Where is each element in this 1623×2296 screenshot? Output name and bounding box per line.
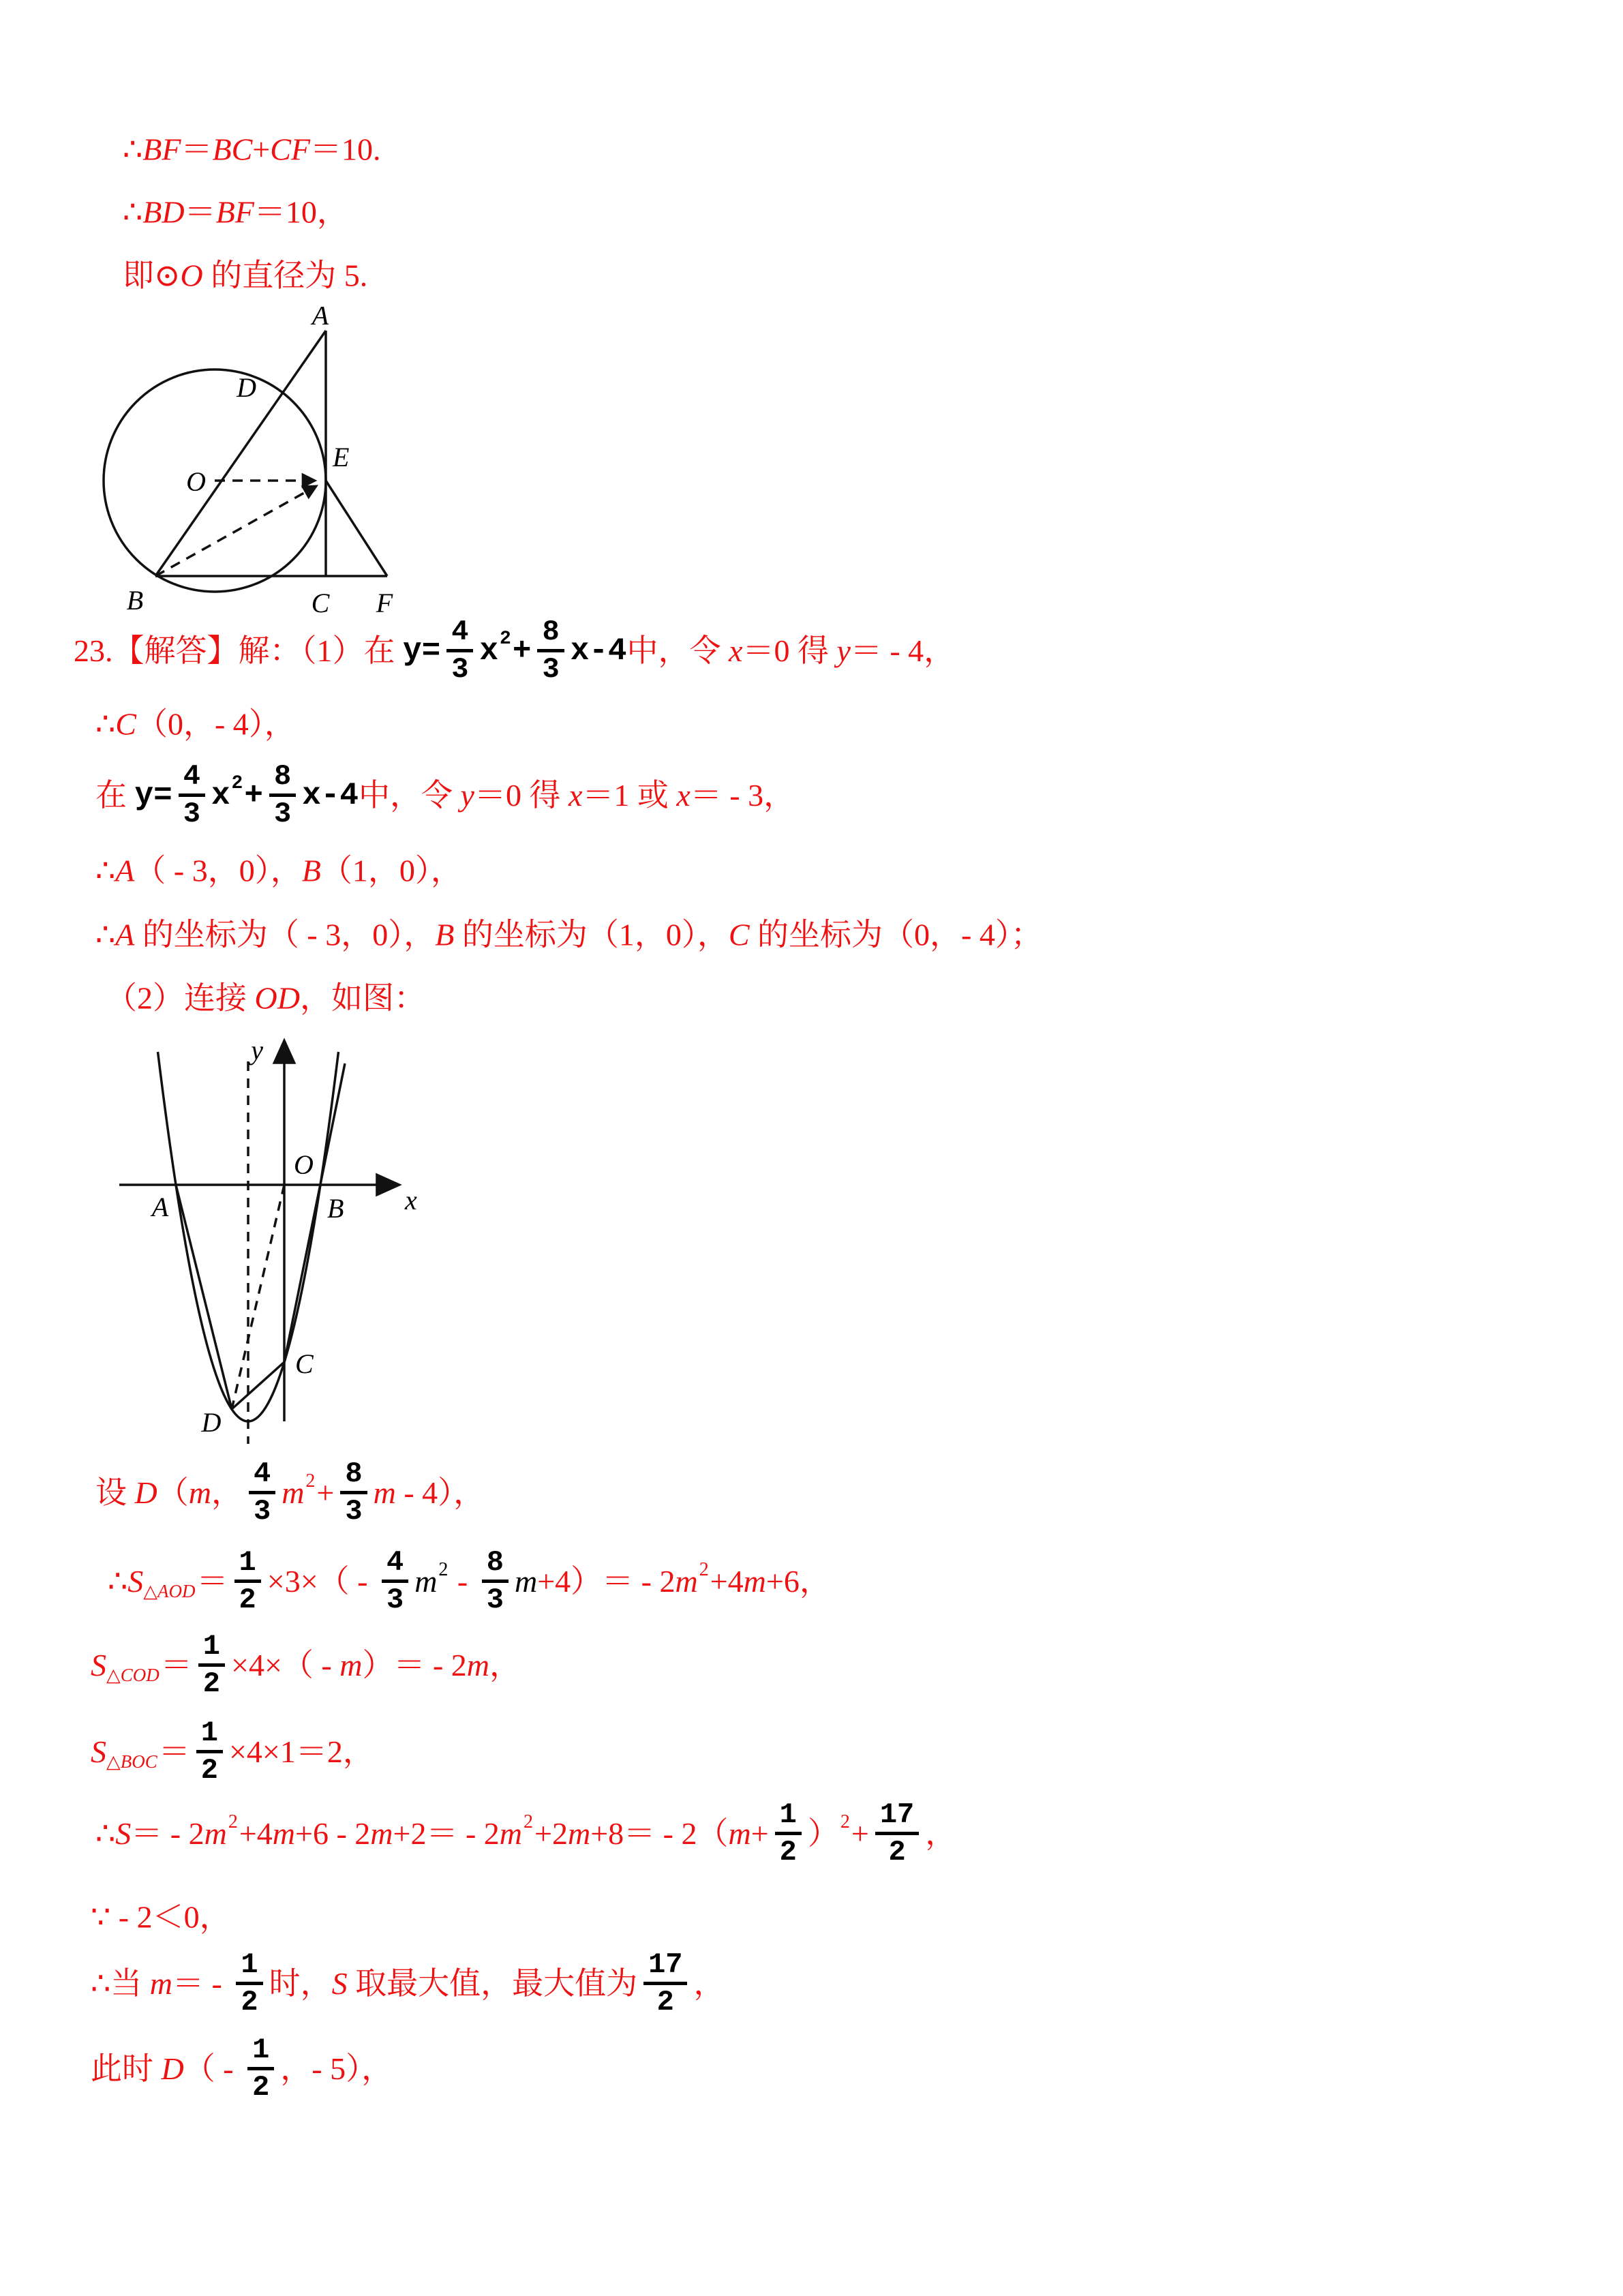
dashed-OD	[232, 1185, 284, 1409]
text-segment: BC	[212, 132, 253, 167]
text-segment: m	[149, 1965, 173, 2001]
text-segment: m	[282, 1475, 305, 1510]
segment-EF	[326, 481, 387, 576]
text-segment: ，	[925, 1815, 957, 1851]
line-y0	[95, 761, 795, 830]
text-segment: ＝10.	[310, 132, 381, 167]
fraction: $\frac{8}{3}$	[482, 1547, 509, 1616]
text-segment: +	[244, 777, 263, 813]
fraction: $\frac{1}{2}$	[234, 1547, 261, 1616]
text-segment: +6，	[765, 1563, 831, 1599]
fraction: $\frac{1}{2}$	[247, 2034, 274, 2104]
segment-AD	[176, 1185, 232, 1409]
text-segment: ＝	[158, 1734, 190, 1769]
text-segment: （ - 3，0），	[134, 853, 302, 888]
text-segment: ∵ - 2＜0，	[91, 1899, 231, 1935]
text-segment: m	[567, 1815, 591, 1851]
text-segment: 的坐标为（0，- 4）；	[749, 917, 1042, 952]
text-segment: △AOD	[143, 1581, 196, 1602]
text-segment: ，	[693, 1965, 725, 2001]
text-segment: +4	[710, 1563, 744, 1599]
text-segment: m	[188, 1475, 211, 1510]
text-segment: ＝0 得	[742, 633, 837, 668]
text-segment: y	[460, 777, 474, 813]
text-segment: 2	[699, 1558, 709, 1580]
text-segment: m	[272, 1815, 296, 1851]
text-segment: 2	[228, 1811, 238, 1832]
line-d-final	[91, 2034, 393, 2104]
text-segment: y=	[134, 777, 172, 813]
text-segment: 23.【解答】解：（1）在	[74, 633, 403, 668]
line-set-d	[95, 1458, 485, 1528]
line-c-coord	[95, 708, 296, 742]
text-segment: ∴	[95, 1815, 116, 1851]
line-s-total	[95, 1799, 956, 1869]
text-segment: BF	[215, 194, 254, 230]
dashed-BE	[155, 486, 316, 576]
text-segment: △COD	[106, 1665, 160, 1686]
fraction: $\frac{8}{3}$	[340, 1458, 367, 1528]
text-segment: A	[115, 853, 135, 888]
text-segment: y	[836, 633, 851, 668]
text-segment: OD	[254, 980, 300, 1016]
point-label-D: D	[201, 1407, 222, 1438]
text-segment: ∴	[95, 853, 116, 888]
text-segment: 的坐标为（1，0），	[454, 917, 729, 952]
text-segment: （2）连接	[106, 980, 255, 1016]
text-segment: B	[435, 917, 455, 952]
text-segment: △BOC	[106, 1751, 157, 1772]
text-segment: +8＝ - 2（	[590, 1815, 729, 1851]
fraction: $\frac{4}{3}$	[446, 616, 473, 686]
point-label-O: O	[186, 466, 206, 497]
text-segment: x-4	[302, 777, 359, 813]
text-segment: ，	[211, 1475, 243, 1510]
point-label-C: C	[311, 588, 330, 618]
text-segment: +	[851, 1815, 869, 1851]
text-segment: ，- 5），	[280, 2051, 393, 2086]
text-segment: ＝ - 4，	[850, 633, 956, 668]
text-segment: +2＝ - 2	[393, 1815, 500, 1851]
line-abc-coords	[95, 918, 1042, 953]
text-segment: 2	[524, 1811, 534, 1832]
line-neg2	[91, 1901, 231, 1935]
text-segment: 此时	[91, 2051, 162, 2086]
text-segment: ∴	[123, 132, 143, 167]
text-segment: m	[204, 1815, 227, 1851]
text-segment: ，如图：	[299, 980, 425, 1016]
fraction: $\frac{17}{2}$	[643, 1949, 687, 2019]
fraction: $\frac{1}{2}$	[236, 1949, 262, 2019]
text-segment: ×4×1＝2，	[228, 1734, 374, 1769]
text-segment: +	[750, 1815, 769, 1851]
text-segment: 2	[500, 628, 511, 650]
fraction: $\frac{1}{2}$	[775, 1799, 802, 1869]
text-segment: m	[743, 1563, 766, 1599]
text-segment: 时，	[269, 1965, 332, 2001]
line-part2	[106, 982, 425, 1016]
text-segment: x	[729, 633, 743, 668]
text-segment: ×4×（ -	[231, 1647, 340, 1682]
text-segment: S	[91, 1647, 106, 1682]
line-s-cod	[91, 1631, 521, 1700]
segment-BA	[155, 331, 326, 576]
text-segment: C	[728, 917, 750, 952]
text-segment: +	[512, 633, 532, 669]
text-segment: ＝0 得	[474, 777, 568, 813]
point-label-B: B	[126, 585, 144, 616]
text-segment: O	[180, 258, 203, 293]
line-diameter	[123, 259, 367, 294]
text-segment: ∴	[108, 1563, 128, 1599]
text-segment: ∴	[123, 194, 143, 230]
fraction: $\frac{4}{3}$	[382, 1547, 408, 1616]
point-label-D: D	[237, 372, 256, 403]
text-segment: D	[161, 2051, 184, 2086]
point-label-E: E	[333, 442, 350, 472]
text-segment: x	[479, 633, 499, 669]
text-segment: A	[115, 917, 135, 952]
text-segment: ＝1 或	[582, 777, 677, 813]
text-segment: S	[127, 1563, 144, 1599]
text-segment: ＝ - 2	[131, 1815, 204, 1851]
text-segment: 中，令	[626, 633, 729, 668]
fraction: $\frac{8}{3}$	[537, 616, 564, 686]
fraction: $\frac{1}{2}$	[196, 1717, 223, 1787]
text-segment: y=	[403, 633, 441, 669]
text-segment: 中，令	[359, 777, 461, 813]
fraction: $\frac{1}{2}$	[198, 1631, 225, 1700]
text-segment: （0，- 4），	[136, 706, 296, 742]
text-segment: x-4	[570, 633, 627, 669]
text-segment: C	[115, 706, 136, 742]
text-segment: 的坐标为（ - 3，0），	[134, 917, 436, 952]
text-segment: （1，0），	[320, 853, 462, 888]
line-s-boc	[91, 1717, 374, 1787]
text-segment: ）	[807, 1815, 839, 1851]
text-segment: ∴	[95, 706, 116, 742]
text-segment: ，	[489, 1647, 521, 1682]
text-segment: ＝10，	[254, 194, 348, 230]
text-segment: 即⊙	[123, 258, 181, 293]
fraction: $\frac{4}{3}$	[249, 1458, 275, 1528]
text-segment: +4）＝ - 2	[537, 1563, 676, 1599]
text-segment: +	[252, 132, 271, 167]
text-segment: BF	[142, 132, 181, 167]
text-segment: S	[115, 1815, 132, 1851]
line-max	[91, 1949, 725, 2019]
text-segment: ＝ - 3，	[690, 777, 795, 813]
text-segment: B	[301, 853, 321, 888]
text-segment: CF	[270, 132, 310, 167]
text-segment: x	[568, 777, 583, 813]
text-segment: ∴	[95, 917, 116, 952]
text-segment: （ -	[183, 2051, 242, 2086]
text-segment: ＝	[160, 1647, 192, 1682]
text-segment: - 4），	[395, 1475, 485, 1510]
text-segment: 2	[231, 772, 243, 794]
text-segment: 2	[840, 1811, 850, 1832]
text-segment: m	[514, 1563, 538, 1599]
line-ab-points	[95, 854, 462, 889]
point-label-F: F	[376, 588, 393, 618]
text-segment: m	[499, 1815, 523, 1851]
text-segment: 设	[95, 1475, 135, 1510]
parabola-figure	[102, 1023, 436, 1452]
fraction: $\frac{8}{3}$	[269, 761, 296, 830]
text-segment: 的直径为 5.	[202, 258, 368, 293]
text-segment: m	[339, 1647, 363, 1682]
text-segment: x	[211, 777, 230, 813]
text-segment: m	[414, 1563, 438, 1599]
text-segment: ＝ -	[172, 1965, 230, 2001]
text-segment: ×3×（ -	[267, 1563, 376, 1599]
line-bd-bf	[123, 196, 348, 230]
origin-label-O: O	[294, 1149, 314, 1180]
text-segment: S	[91, 1734, 106, 1769]
text-segment: BD	[142, 194, 185, 230]
fraction: $\frac{4}{3}$	[179, 761, 205, 830]
text-segment: +	[316, 1475, 335, 1510]
text-segment: m	[370, 1815, 393, 1851]
point-label-B: B	[327, 1193, 344, 1224]
text-segment: ＝	[181, 132, 213, 167]
text-segment: m	[728, 1815, 751, 1851]
text-segment: 在	[95, 777, 135, 813]
text-segment: x	[676, 777, 691, 813]
text-segment: +2	[534, 1815, 568, 1851]
text-segment: m	[466, 1647, 489, 1682]
text-segment: D	[134, 1475, 157, 1510]
circle-geometry-figure	[95, 307, 491, 627]
text-segment: m	[373, 1475, 396, 1510]
text-segment: +6 - 2	[295, 1815, 371, 1851]
text-segment: ）＝ - 2	[362, 1647, 467, 1682]
axis-label-y: y	[251, 1035, 263, 1066]
axis-label-x: x	[405, 1185, 417, 1215]
line-bf-bc-cf	[123, 133, 381, 168]
text-segment: ∴当	[91, 1965, 150, 2001]
point-label-C: C	[295, 1348, 314, 1379]
fraction: $\frac{17}{2}$	[875, 1799, 919, 1869]
text-segment: ＝	[184, 194, 216, 230]
text-segment: （	[157, 1475, 189, 1510]
text-segment: m	[675, 1563, 698, 1599]
text-segment: -	[449, 1563, 476, 1599]
text-segment: 取最大值，最大值为	[347, 1965, 638, 2001]
text-segment: +4	[239, 1815, 273, 1851]
point-label-A: A	[151, 1192, 169, 1222]
text-segment: 2	[438, 1558, 449, 1580]
point-label-A: A	[312, 307, 329, 331]
text-segment: S	[331, 1965, 348, 2001]
line-s-aod	[108, 1547, 831, 1616]
text-segment: ＝	[196, 1563, 228, 1599]
text-segment: 2	[305, 1470, 316, 1492]
